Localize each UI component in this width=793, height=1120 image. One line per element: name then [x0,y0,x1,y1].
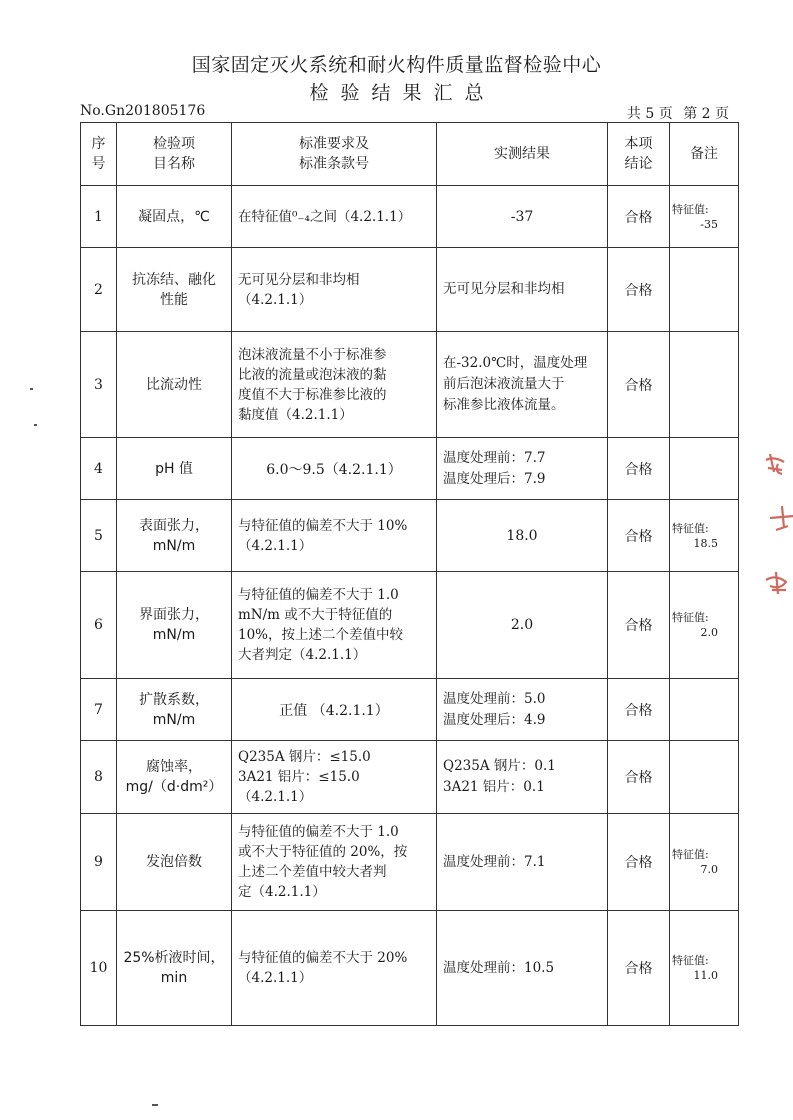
row-result: 在-32.0℃时，温度处理 前后泡沫液流量大于 标准参比液体流量。 [437,332,608,438]
row-conclusion: 合格 [608,332,670,438]
row-no: 2 [81,248,117,332]
row-item: 表面张力， mN/m [117,500,232,572]
results-table [80,122,739,1026]
row-remark [670,500,739,572]
table-row [81,248,739,332]
total-pages: 共 5 页 [626,106,673,122]
row-conclusion: 合格 [608,248,670,332]
remark-value: 7.0 [700,863,718,876]
header-requirement: 标准要求及 标准条款号 [232,123,437,186]
row-no: 8 [81,741,117,814]
row-result: 18.0 [437,500,608,572]
header-conclusion: 本项 结论 [608,123,670,186]
row-result: 2.0 [437,572,608,679]
remark-value: 18.5 [693,536,718,550]
table-row [81,814,739,911]
current-page: 第 2 页 [683,106,729,122]
row-requirement: 6.0～9.5（4.2.1.1） [232,438,437,500]
row-requirement: 正值 （4.2.1.1） [232,679,437,741]
row-no: 4 [81,438,117,500]
table-row [81,911,739,1026]
center-title: 国家固定灭火系统和耐火构件质量监督检验中心 [191,54,602,76]
row-no: 10 [81,911,117,1026]
table-row [81,679,739,741]
row-item: 比流动性 [117,332,232,438]
row-remark [670,248,739,332]
row-remark [670,911,739,1026]
row-result: Q235A 钢片：0.1 3A21 铝片：0.1 [437,741,608,814]
row-remark [670,679,739,741]
scan-speck [152,1104,158,1106]
row-item: 腐蚀率， mg/（d·dm²） [117,741,232,814]
row-requirement: 泡沫液流量不小于标准参 比液的流量或泡沫液的黏 度值不大于标准参比液的 黏度值（4.2.1.1） [232,332,437,438]
row-result: 温度处理前：7.1 [437,814,608,911]
row-item: pH 值 [117,438,232,500]
row-conclusion: 合格 [608,572,670,679]
row-requirement: 与特征值的偏差不大于 1.0 mN/m 或不大于特征值的 10%，按上述二个差值中较 大者判定（4.2.1.1） [232,572,437,679]
row-result: 温度处理前：5.0 温度处理后：4.9 [437,679,608,741]
header-seq: 序 号 [81,123,117,186]
row-requirement: Q235A 钢片：≤15.0 3A21 铝片：≤15.0 （4.2.1.1） [232,741,437,814]
row-requirement: 与特征值的偏差不大于 10% （4.2.1.1） [232,500,437,572]
report-subtitle: 检验结果汇总 [309,82,496,104]
row-remark [670,438,739,500]
row-item: 25%析液时间， min [117,911,232,1026]
scan-speck [34,424,37,426]
header-item: 检验项 目名称 [117,123,232,186]
row-no: 6 [81,572,117,679]
remark-value: 2.0 [700,626,718,639]
table-row [81,572,739,679]
page-info [621,103,729,123]
remark-value: -35 [700,217,718,231]
row-no: 5 [81,500,117,572]
report-number: No.Gn201805176 [80,103,206,119]
row-item: 凝固点，℃ [117,186,232,248]
row-no: 9 [81,814,117,911]
remark-label: 特征值: [672,954,709,967]
table-row [81,438,739,500]
remark-label: 特征值: [672,848,709,861]
table-row [81,500,739,572]
row-conclusion: 合格 [608,814,670,911]
row-conclusion: 合格 [608,911,670,1026]
header-remark: 备注 [670,123,739,186]
row-item: 发泡倍数 [117,814,232,911]
row-no: 3 [81,332,117,438]
header-result: 实测结果 [437,123,608,186]
partial-stamp-icon [760,440,793,620]
remark-label: 特征值: [672,611,709,624]
row-requirement: 无可见分层和非均相 （4.2.1.1） [232,248,437,332]
scan-speck [30,388,33,390]
row-result: -37 [437,186,608,248]
row-no: 7 [81,679,117,741]
table-row [81,332,739,438]
row-conclusion: 合格 [608,679,670,741]
row-no: 1 [81,186,117,248]
row-requirement: 在特征值⁰₋₄之间（4.2.1.1） [232,186,437,248]
row-result: 无可见分层和非均相 [437,248,608,332]
row-conclusion: 合格 [608,500,670,572]
row-item: 界面张力， mN/m [117,572,232,679]
row-remark [670,186,739,248]
row-remark [670,741,739,814]
row-item: 抗冻结、融化 性能 [117,248,232,332]
row-remark [670,814,739,911]
row-result: 温度处理前：7.7 温度处理后：7.9 [437,438,608,500]
remark-label: 特征值: [672,202,709,216]
remark-label: 特征值: [672,521,709,535]
row-conclusion: 合格 [608,741,670,814]
row-conclusion: 合格 [608,438,670,500]
row-conclusion: 合格 [608,186,670,248]
table-row [81,741,739,814]
row-remark [670,572,739,679]
row-requirement: 与特征值的偏差不大于 20% （4.2.1.1） [232,911,437,1026]
table-header-row [81,123,739,186]
row-item: 扩散系数， mN/m [117,679,232,741]
row-remark [670,332,739,438]
row-result: 温度处理前：10.5 [437,911,608,1026]
remark-value: 11.0 [693,969,718,982]
table-row [81,186,739,248]
row-requirement: 与特征值的偏差不大于 1.0 或不大于特征值的 20%，按 上述二个差值中较大者判 定（4.2.1.1） [232,814,437,911]
